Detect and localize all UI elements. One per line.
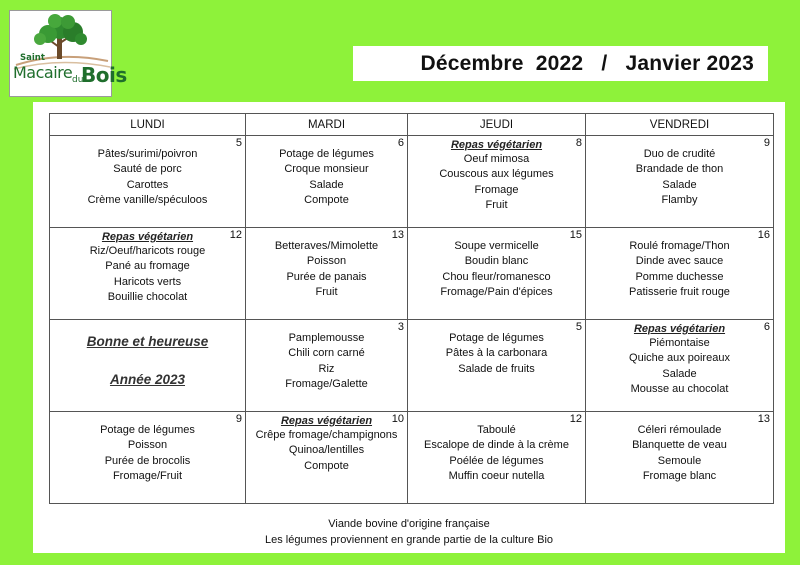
meal-item: Purée de panais bbox=[286, 270, 367, 283]
week-row bbox=[50, 136, 774, 228]
meal-item: Flamby bbox=[661, 193, 698, 206]
meal-list bbox=[246, 228, 407, 300]
meal-item: Quinoa/lentilles bbox=[288, 444, 365, 457]
meal-item: Brandade de thon bbox=[635, 163, 724, 176]
meal-item: Fromage bbox=[474, 183, 519, 196]
logo-text-bois: Bois bbox=[81, 63, 127, 87]
meal-item: Piémontaise bbox=[649, 337, 710, 349]
week-row bbox=[50, 228, 774, 320]
day-cell-vendredi bbox=[586, 136, 774, 228]
meal-item: Chou fleur/romanesco bbox=[442, 270, 551, 283]
meal-list bbox=[50, 412, 245, 484]
day-cell-vendredi bbox=[586, 320, 774, 412]
footer-organic-note: Les légumes proviennent en grande partie de la culture Bio bbox=[264, 534, 554, 546]
meal-item: Poélée de légumes bbox=[449, 454, 544, 467]
column-header-lundi: LUNDI bbox=[50, 114, 246, 136]
logo bbox=[9, 10, 127, 97]
meal-item: Pomme duchesse bbox=[635, 270, 724, 283]
meal-item: Blanquette de veau bbox=[632, 439, 727, 452]
meal-list bbox=[246, 136, 407, 208]
day-number: 6 bbox=[397, 137, 404, 149]
meal-item: Salade bbox=[309, 178, 344, 191]
day-number: 13 bbox=[757, 413, 770, 425]
meal-item: Fromage/Fruit bbox=[112, 469, 183, 482]
meal-list bbox=[246, 412, 407, 474]
meal-list bbox=[586, 228, 773, 300]
menu-sheet bbox=[33, 102, 785, 553]
meal-item: Patisserie fruit rouge bbox=[629, 285, 730, 298]
meal-item: Fruit bbox=[485, 198, 508, 211]
week-row bbox=[50, 320, 774, 412]
vegetarian-label: Repas végétarien bbox=[280, 415, 373, 427]
meal-list bbox=[408, 136, 585, 213]
meal-item: Fromage/Galette bbox=[285, 377, 368, 390]
day-number: 9 bbox=[235, 413, 242, 425]
meal-list bbox=[50, 136, 245, 208]
meal-item: Quiche aux poireaux bbox=[629, 352, 730, 365]
meal-item: Duo de crudité bbox=[643, 148, 716, 160]
meal-item: Mousse au chocolat bbox=[630, 382, 729, 395]
logo-text-macaire: Macaire bbox=[13, 63, 73, 82]
meal-item: Fruit bbox=[315, 285, 338, 298]
day-cell-vendredi bbox=[586, 228, 774, 320]
meal-item: Potage de légumes bbox=[279, 148, 374, 160]
meal-item: Pâtes à la carbonara bbox=[445, 347, 548, 360]
day-number: 10 bbox=[391, 413, 404, 425]
meal-item: Fromage/Pain d'épices bbox=[440, 285, 553, 298]
meal-list bbox=[408, 228, 585, 300]
day-number: 9 bbox=[763, 137, 770, 149]
meal-item: Escalope de dinde à la crème bbox=[424, 439, 569, 452]
meal-item: Roulé fromage/Thon bbox=[629, 240, 730, 252]
meal-item: Purée de brocolis bbox=[104, 454, 191, 467]
day-number: 5 bbox=[575, 321, 582, 333]
meal-item: Dinde avec sauce bbox=[635, 255, 724, 268]
day-cell-mardi bbox=[246, 228, 408, 320]
day-number: 16 bbox=[757, 229, 770, 241]
day-number: 12 bbox=[229, 229, 242, 241]
day-cell-jeudi bbox=[408, 320, 586, 412]
header-row bbox=[50, 114, 774, 136]
day-number: 8 bbox=[575, 137, 582, 149]
day-cell-mardi bbox=[246, 320, 408, 412]
meal-item: Poisson bbox=[127, 439, 168, 452]
meal-item: Croque monsieur bbox=[284, 163, 369, 176]
meal-item: Salade bbox=[662, 367, 697, 380]
day-number: 13 bbox=[391, 229, 404, 241]
meal-item: Chili corn carné bbox=[288, 347, 365, 360]
meal-item: Poisson bbox=[306, 255, 347, 268]
meal-item: Sauté de porc bbox=[113, 163, 182, 176]
meal-list bbox=[50, 228, 245, 305]
meal-list bbox=[246, 320, 407, 392]
meal-item: Céleri rémoulade bbox=[637, 424, 722, 436]
meal-item: Crème vanille/spéculoos bbox=[87, 193, 208, 206]
meal-item: Potage de légumes bbox=[100, 424, 195, 436]
day-cell-jeudi bbox=[408, 136, 586, 228]
day-number: 12 bbox=[569, 413, 582, 425]
meal-item: Bouillie chocolat bbox=[107, 290, 188, 303]
meal-list bbox=[586, 136, 773, 208]
meal-list bbox=[586, 320, 773, 397]
logo-text-saint: Saint bbox=[20, 53, 45, 63]
meal-item: Salade de fruits bbox=[458, 362, 535, 375]
column-header-jeudi: JEUDI bbox=[408, 114, 586, 136]
vegetarian-label: Repas végétarien bbox=[450, 139, 543, 151]
greeting-line: Bonne et heureuse bbox=[86, 334, 209, 349]
day-cell-lundi bbox=[50, 136, 246, 228]
meal-item: Taboulé bbox=[477, 424, 516, 436]
greeting-line: Année 2023 bbox=[109, 372, 186, 387]
meal-item: Potage de légumes bbox=[449, 332, 544, 344]
meal-item: Riz bbox=[318, 362, 335, 375]
menu-table bbox=[49, 113, 774, 504]
day-cell-lundi bbox=[50, 228, 246, 320]
meal-list bbox=[408, 320, 585, 377]
day-number: 15 bbox=[569, 229, 582, 241]
meal-item: Salade bbox=[662, 178, 697, 191]
meal-list bbox=[586, 412, 773, 484]
meal-item: Riz/Oeuf/haricots rouge bbox=[89, 245, 206, 257]
column-header-mardi: MARDI bbox=[246, 114, 408, 136]
week-row bbox=[50, 412, 774, 504]
day-cell-jeudi bbox=[408, 412, 586, 504]
day-number: 5 bbox=[235, 137, 242, 149]
page-title: Décembre 2022 / Janvier 2023 bbox=[353, 46, 768, 81]
logo-text-du: du bbox=[72, 75, 84, 85]
day-cell-mardi bbox=[246, 136, 408, 228]
footer-meat-origin: Viande bovine d'origine française bbox=[328, 518, 490, 530]
meal-item: Muffin coeur nutella bbox=[448, 469, 545, 482]
meal-item: Couscous aux légumes bbox=[439, 168, 554, 181]
meal-item: Semoule bbox=[657, 454, 702, 467]
day-cell-lundi bbox=[50, 320, 246, 412]
day-cell-jeudi bbox=[408, 228, 586, 320]
meal-item: Pamplemousse bbox=[288, 332, 365, 344]
day-cell-mardi bbox=[246, 412, 408, 504]
column-header-vendredi: VENDREDI bbox=[586, 114, 774, 136]
meal-item: Soupe vermicelle bbox=[454, 240, 539, 252]
meal-item: Oeuf mimosa bbox=[463, 153, 530, 165]
meal-item: Carottes bbox=[126, 178, 169, 191]
meal-item: Betteraves/Mimolette bbox=[274, 240, 379, 252]
meal-item: Pané au fromage bbox=[105, 260, 190, 273]
vegetarian-label: Repas végétarien bbox=[101, 231, 194, 243]
meal-item: Compote bbox=[304, 459, 349, 472]
meal-item: Haricots verts bbox=[113, 275, 182, 288]
meal-item: Fromage blanc bbox=[642, 469, 717, 482]
meal-item: Crêpe fromage/champignons bbox=[255, 429, 398, 441]
meal-item: Boudin blanc bbox=[464, 255, 529, 268]
day-cell-vendredi bbox=[586, 412, 774, 504]
day-cell-lundi bbox=[50, 412, 246, 504]
day-number: 6 bbox=[763, 321, 770, 333]
menu-body bbox=[50, 136, 774, 504]
meal-item: Pâtes/surimi/poivron bbox=[97, 148, 198, 160]
meal-item: Compote bbox=[304, 193, 349, 206]
vegetarian-label: Repas végétarien bbox=[633, 323, 726, 335]
day-number: 3 bbox=[397, 321, 404, 333]
meal-list bbox=[408, 412, 585, 484]
